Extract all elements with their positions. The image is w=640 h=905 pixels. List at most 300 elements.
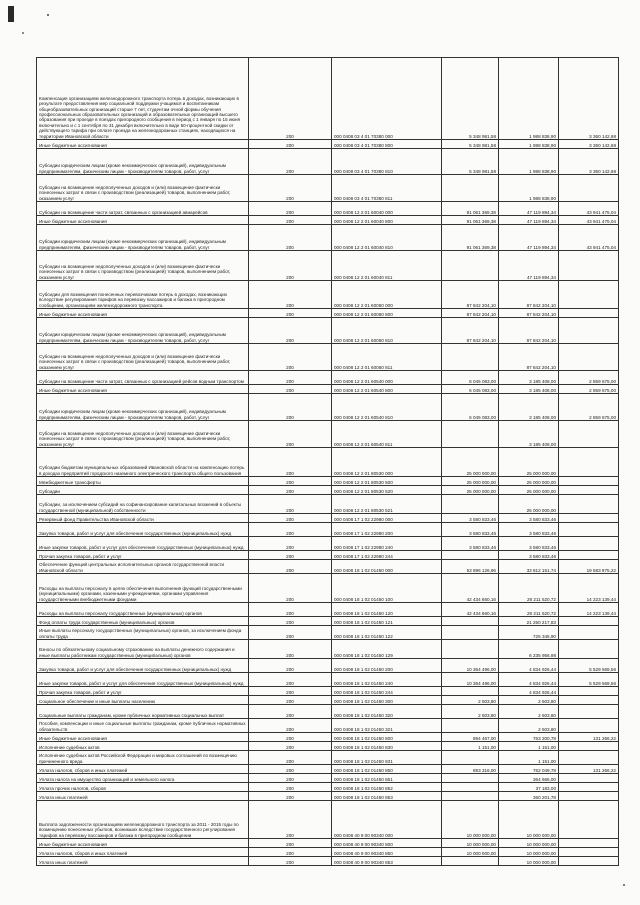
table-row (37, 733, 619, 742)
row-unexecuted-amount-cell: 131 266,22 (559, 765, 619, 774)
row-executed-amount-cell: 4 834 926,44 (499, 673, 559, 687)
table-row (37, 281, 619, 309)
table-row (37, 58, 619, 140)
row-executed-amount-cell: 25 000 000,00 (499, 477, 559, 486)
row-name-cell: Закупка товаров, работ и услуг для обеспечения государственных (муниципальных) нужд (37, 659, 249, 673)
row-classification-code-cell: 000 0408 12 2 01 60050 811 (332, 344, 442, 371)
row-unexecuted-amount-cell: 5 529 569,56 (559, 673, 619, 687)
table-row (37, 560, 619, 574)
row-executed-amount-cell: 3 185 408,00 (499, 371, 559, 385)
row-name-cell: Фонд оплаты труда государственных (муниципальных) органов (37, 617, 249, 626)
row-name-cell: Расходы на выплаты персоналу в целях обеспечения выполнения функций государственными (муниципальными) органами, казенными учреждениями, органами управления государственными внебюджетными фондами (37, 574, 249, 603)
row-admin-code-cell: 200 (249, 371, 332, 385)
row-classification-code-cell: 000 0408 18 1 02 01450 240 (332, 673, 442, 687)
row-approved-amount-cell: 3 580 833,46 (442, 514, 499, 523)
row-unexecuted-amount-cell (559, 774, 619, 783)
row-unexecuted-amount-cell (559, 523, 619, 537)
row-executed-amount-cell: 28 211 520,72 (499, 603, 559, 617)
row-executed-amount-cell: 33 812 151,74 (499, 560, 559, 574)
table-row (37, 140, 619, 149)
row-admin-code-cell: 200 (249, 495, 332, 514)
row-approved-amount-cell (442, 175, 499, 202)
row-approved-amount-cell: 25 000 000,00 (442, 486, 499, 495)
table-row (37, 626, 619, 640)
table-row (37, 705, 619, 719)
row-approved-amount-cell (442, 495, 499, 514)
row-unexecuted-amount-cell: 3 360 142,68 (559, 58, 619, 140)
table-row (37, 216, 619, 225)
table-row (37, 801, 619, 839)
row-unexecuted-amount-cell (559, 857, 619, 866)
row-executed-amount-cell: 25 000 000,00 (499, 486, 559, 495)
row-admin-code-cell: 200 (249, 385, 332, 394)
row-executed-amount-cell: 87 842 204,10 (499, 309, 559, 318)
table-row (37, 857, 619, 866)
row-executed-amount-cell: 2 503,80 (499, 719, 559, 733)
row-unexecuted-amount-cell (559, 514, 619, 523)
table-row (37, 394, 619, 421)
row-unexecuted-amount-cell (559, 792, 619, 801)
row-executed-amount-cell: 87 842 204,10 (499, 281, 559, 309)
row-name-cell: Уплата прочих налогов, сборов (37, 783, 249, 792)
row-approved-amount-cell (442, 792, 499, 801)
row-classification-code-cell: 000 0408 12 2 01 60540 810 (332, 394, 442, 421)
row-approved-amount-cell: 6 045 083,00 (442, 371, 499, 385)
row-name-cell: Иные закупки товаров, работ и услуг для обеспечения государственных (муниципальных) нужд (37, 537, 249, 551)
row-unexecuted-amount-cell (559, 687, 619, 696)
row-executed-amount-cell: 1 988 838,90 (499, 175, 559, 202)
row-approved-amount-cell: 10 364 496,00 (442, 673, 499, 687)
row-classification-code-cell: 000 0408 40 9 00 90340 853 (332, 857, 442, 866)
row-name-cell: Уплата налогов, сборов и иных платежей (37, 848, 249, 857)
row-classification-code-cell: 000 0408 18 1 02 01450 851 (332, 774, 442, 783)
table-row (37, 659, 619, 673)
row-unexecuted-amount-cell (559, 486, 619, 495)
row-executed-amount-cell: 3 580 833,46 (499, 523, 559, 537)
row-executed-amount-cell: 2 503,80 (499, 696, 559, 705)
row-admin-code-cell: 200 (249, 751, 332, 765)
row-classification-code-cell: 000 0408 18 1 02 01450 321 (332, 719, 442, 733)
row-executed-amount-cell: 37 183,00 (499, 783, 559, 792)
row-admin-code-cell: 200 (249, 344, 332, 371)
row-classification-code-cell: 000 0408 18 1 02 01450 120 (332, 603, 442, 617)
row-name-cell: Прочая закупка товаров, работ и услуг (37, 551, 249, 560)
row-approved-amount-cell: 2 503,80 (442, 696, 499, 705)
row-approved-amount-cell: 91 061 369,38 (442, 202, 499, 216)
row-executed-amount-cell: 4 834 926,44 (499, 687, 559, 696)
row-approved-amount-cell: 10 364 496,00 (442, 659, 499, 673)
row-name-cell: Иные бюджетные ассигнования (37, 140, 249, 149)
row-admin-code-cell: 200 (249, 792, 332, 801)
row-unexecuted-amount-cell (559, 344, 619, 371)
table-row (37, 523, 619, 537)
row-approved-amount-cell (442, 857, 499, 866)
row-admin-code-cell: 200 (249, 523, 332, 537)
row-executed-amount-cell: 21 250 217,83 (499, 617, 559, 626)
row-unexecuted-amount-cell (559, 281, 619, 309)
row-approved-amount-cell: 87 842 204,10 (442, 309, 499, 318)
row-unexecuted-amount-cell: 14 223 139,44 (559, 603, 619, 617)
row-unexecuted-amount-cell (559, 751, 619, 765)
row-executed-amount-cell: 4 834 926,44 (499, 659, 559, 673)
row-approved-amount-cell: 53 896 126,96 (442, 560, 499, 574)
row-classification-code-cell: 000 0408 12 2 01 60050 000 (332, 281, 442, 309)
row-name-cell: Иные бюджетные ассигнования (37, 385, 249, 394)
row-approved-amount-cell: 6 045 083,00 (442, 385, 499, 394)
table-row (37, 251, 619, 281)
row-unexecuted-amount-cell (559, 318, 619, 344)
table-row (37, 603, 619, 617)
row-classification-code-cell: 000 0408 03 4 01 70380 811 (332, 175, 442, 202)
row-unexecuted-amount-cell (559, 705, 619, 719)
row-admin-code-cell: 200 (249, 783, 332, 792)
row-admin-code-cell: 200 (249, 560, 332, 574)
table-row (37, 537, 619, 551)
row-classification-code-cell: 000 0408 17 1 02 22980 000 (332, 514, 442, 523)
row-classification-code-cell: 000 0408 18 1 02 01450 300 (332, 696, 442, 705)
row-admin-code-cell: 200 (249, 640, 332, 659)
row-unexecuted-amount-cell (559, 848, 619, 857)
table-body (37, 58, 619, 866)
row-unexecuted-amount-cell: 43 941 475,04 (559, 202, 619, 216)
scan-speck (47, 14, 49, 16)
row-unexecuted-amount-cell: 14 223 139,44 (559, 574, 619, 603)
table-row (37, 687, 619, 696)
row-executed-amount-cell: 10 000 000,00 (499, 857, 559, 866)
row-executed-amount-cell: 87 842 204,10 (499, 344, 559, 371)
row-classification-code-cell: 000 0408 17 1 02 22980 244 (332, 551, 442, 560)
budget-execution-table (36, 57, 619, 866)
row-admin-code-cell: 200 (249, 551, 332, 560)
row-name-cell: Закупка товаров, работ и услуг для обеспечения государственных (муниципальных) нужд (37, 523, 249, 537)
row-unexecuted-amount-cell: 43 941 475,04 (559, 225, 619, 251)
table-row (37, 719, 619, 733)
row-name-cell: Иные бюджетные ассигнования (37, 733, 249, 742)
table-row (37, 742, 619, 751)
row-executed-amount-cell: 1 151,00 (499, 751, 559, 765)
row-approved-amount-cell (442, 344, 499, 371)
row-name-cell: Уплата иных платежей (37, 792, 249, 801)
table-row (37, 477, 619, 486)
row-admin-code-cell: 200 (249, 281, 332, 309)
row-name-cell: Иные выплаты персоналу государственных (муниципальных) органов, за исключением фонда оплаты труда (37, 626, 249, 640)
table-row (37, 344, 619, 371)
row-executed-amount-cell: 763 200,78 (499, 733, 559, 742)
row-admin-code-cell: 200 (249, 848, 332, 857)
row-executed-amount-cell: 47 119 894,34 (499, 251, 559, 281)
row-approved-amount-cell (442, 719, 499, 733)
row-approved-amount-cell (442, 626, 499, 640)
table-row (37, 617, 619, 626)
row-admin-code-cell: 200 (249, 309, 332, 318)
row-executed-amount-cell: 3 580 833,46 (499, 537, 559, 551)
row-classification-code-cell: 000 0408 12 2 01 60040 810 (332, 225, 442, 251)
row-executed-amount-cell: 1 988 838,90 (499, 140, 559, 149)
row-unexecuted-amount-cell (559, 696, 619, 705)
row-admin-code-cell: 200 (249, 765, 332, 774)
row-classification-code-cell: 000 0408 40 9 00 90340 850 (332, 848, 442, 857)
row-admin-code-cell: 200 (249, 574, 332, 603)
row-classification-code-cell: 000 0408 12 2 01 80530 000 (332, 448, 442, 477)
row-approved-amount-cell: 91 061 369,38 (442, 225, 499, 251)
table-row (37, 448, 619, 477)
row-classification-code-cell: 000 0408 12 2 01 60050 810 (332, 318, 442, 344)
row-executed-amount-cell: 360 201,78 (499, 792, 559, 801)
table-row (37, 783, 619, 792)
row-name-cell: Субсидии на возмещение недополученных доходов и (или) возмещение фактически понесенных затрат в связи с производством (реализацией) товаров, выполнением работ, оказанием услуг (37, 421, 249, 448)
row-admin-code-cell: 200 (249, 801, 332, 839)
row-approved-amount-cell (442, 783, 499, 792)
row-admin-code-cell: 200 (249, 514, 332, 523)
row-executed-amount-cell: 10 000 000,00 (499, 848, 559, 857)
row-approved-amount-cell: 1 151,00 (442, 742, 499, 751)
table-row (37, 792, 619, 801)
row-name-cell: Субсидии на возмещение части затрат, связанных с организацией рейсов водным транспортом (37, 371, 249, 385)
table-row (37, 848, 619, 857)
row-unexecuted-amount-cell (559, 309, 619, 318)
row-approved-amount-cell (442, 687, 499, 696)
row-admin-code-cell: 200 (249, 225, 332, 251)
row-name-cell: Исполнение судебных актов (37, 742, 249, 751)
row-admin-code-cell: 200 (249, 149, 332, 175)
row-classification-code-cell: 000 0408 12 2 01 60040 000 (332, 202, 442, 216)
row-executed-amount-cell: 725 345,90 (499, 626, 559, 640)
row-classification-code-cell: 000 0408 18 1 02 01450 129 (332, 640, 442, 659)
row-unexecuted-amount-cell: 3 360 142,68 (559, 140, 619, 149)
row-unexecuted-amount-cell: 2 859 675,00 (559, 385, 619, 394)
row-name-cell: Расходы на выплаты персоналу государственных (муниципальных) органов (37, 603, 249, 617)
row-classification-code-cell: 000 0408 17 1 02 22980 240 (332, 537, 442, 551)
row-admin-code-cell: 200 (249, 673, 332, 687)
row-classification-code-cell: 000 0408 40 9 00 90340 000 (332, 801, 442, 839)
row-unexecuted-amount-cell: 131 266,22 (559, 733, 619, 742)
row-approved-amount-cell (442, 251, 499, 281)
row-classification-code-cell: 000 0408 18 1 02 01450 800 (332, 733, 442, 742)
row-admin-code-cell: 200 (249, 486, 332, 495)
row-executed-amount-cell: 3 185 408,00 (499, 421, 559, 448)
table-row (37, 839, 619, 848)
row-approved-amount-cell: 10 000 000,00 (442, 801, 499, 839)
table-row (37, 574, 619, 603)
row-classification-code-cell: 000 0408 18 1 02 01450 852 (332, 783, 442, 792)
row-classification-code-cell: 000 0408 03 4 01 70380 800 (332, 140, 442, 149)
row-executed-amount-cell: 3 185 408,00 (499, 394, 559, 421)
row-approved-amount-cell: 42 434 660,16 (442, 574, 499, 603)
row-classification-code-cell: 000 0408 18 1 02 01450 100 (332, 574, 442, 603)
row-executed-amount-cell: 10 000 000,00 (499, 801, 559, 839)
row-approved-amount-cell: 894 467,00 (442, 733, 499, 742)
row-name-cell: Взносы по обязательному социальному страхованию на выплаты денежного содержания и иные выплаты работникам государственных (муниципальных) органов (37, 640, 249, 659)
row-approved-amount-cell: 6 045 083,00 (442, 394, 499, 421)
row-name-cell: Иные бюджетные ассигнования (37, 216, 249, 225)
row-classification-code-cell: 000 0408 12 2 01 60540 000 (332, 371, 442, 385)
row-executed-amount-cell: 25 000 000,00 (499, 448, 559, 477)
row-executed-amount-cell: 1 151,00 (499, 742, 559, 751)
row-admin-code-cell: 200 (249, 216, 332, 225)
row-approved-amount-cell (442, 640, 499, 659)
row-approved-amount-cell: 25 000 000,00 (442, 448, 499, 477)
row-admin-code-cell: 200 (249, 318, 332, 344)
table-row (37, 486, 619, 495)
row-unexecuted-amount-cell (559, 617, 619, 626)
row-admin-code-cell: 200 (249, 394, 332, 421)
row-admin-code-cell: 200 (249, 626, 332, 640)
row-admin-code-cell: 200 (249, 58, 332, 140)
row-admin-code-cell: 200 (249, 705, 332, 719)
row-approved-amount-cell: 3 580 833,46 (442, 537, 499, 551)
row-classification-code-cell: 000 0408 18 1 02 01450 200 (332, 659, 442, 673)
row-executed-amount-cell: 28 211 520,72 (499, 574, 559, 603)
row-unexecuted-amount-cell (559, 640, 619, 659)
row-classification-code-cell: 000 0408 40 9 00 90340 800 (332, 839, 442, 848)
row-approved-amount-cell: 10 000 000,00 (442, 839, 499, 848)
row-admin-code-cell: 200 (249, 421, 332, 448)
row-name-cell: Межбюджетные трансферты (37, 477, 249, 486)
row-unexecuted-amount-cell (559, 537, 619, 551)
row-name-cell: Социальное обеспечение и иные выплаты населению (37, 696, 249, 705)
row-admin-code-cell: 200 (249, 733, 332, 742)
row-admin-code-cell: 200 (249, 742, 332, 751)
row-name-cell: Субсидии юридическим лицам (кроме некоммерческих организаций), индивидуальным предпринимателям, физическим лицам - производителям товаров, работ, услуг (37, 149, 249, 175)
row-unexecuted-amount-cell (559, 251, 619, 281)
row-admin-code-cell: 200 (249, 617, 332, 626)
row-classification-code-cell: 000 0408 12 2 01 60540 800 (332, 385, 442, 394)
row-classification-code-cell: 000 0408 12 2 01 80530 521 (332, 495, 442, 514)
row-unexecuted-amount-cell: 19 583 975,22 (559, 560, 619, 574)
table-row (37, 225, 619, 251)
row-unexecuted-amount-cell: 2 859 675,00 (559, 371, 619, 385)
row-classification-code-cell: 000 0408 03 4 01 70380 000 (332, 58, 442, 140)
row-executed-amount-cell: 3 185 408,00 (499, 385, 559, 394)
row-name-cell: Резервный фонд Правительства Ивановской области (37, 514, 249, 523)
row-admin-code-cell: 200 (249, 175, 332, 202)
row-unexecuted-amount-cell (559, 448, 619, 477)
row-admin-code-cell: 200 (249, 603, 332, 617)
row-unexecuted-amount-cell (559, 783, 619, 792)
row-executed-amount-cell: 2 503,80 (499, 705, 559, 719)
row-approved-amount-cell: 5 348 981,58 (442, 149, 499, 175)
row-classification-code-cell: 000 0408 18 1 02 01450 320 (332, 705, 442, 719)
row-approved-amount-cell: 87 842 204,10 (442, 281, 499, 309)
row-unexecuted-amount-cell (559, 175, 619, 202)
row-admin-code-cell: 200 (249, 687, 332, 696)
row-name-cell: Субсидии на возмещение недополученных доходов и (или) возмещение фактически понесенных затрат в связи с производством (реализацией) товаров, выполнением работ, оказанием услуг (37, 344, 249, 371)
table-row (37, 371, 619, 385)
row-classification-code-cell: 000 0408 18 1 02 01450 121 (332, 617, 442, 626)
row-name-cell: Субсидии юридическим лицам (кроме некоммерческих организаций), индивидуальным предпринимателям, физическим лицам - производителям товаров, работ, услуг (37, 318, 249, 344)
row-admin-code-cell: 200 (249, 839, 332, 848)
table-row (37, 640, 619, 659)
row-approved-amount-cell (442, 551, 499, 560)
row-name-cell: Субсидии на возмещение недополученных доходов и (или) возмещение фактически понесенных затрат в связи с производством (реализацией) товаров, выполнением работ, оказанием услуг (37, 251, 249, 281)
row-executed-amount-cell: 6 235 956,98 (499, 640, 559, 659)
row-executed-amount-cell: 3 580 833,46 (499, 514, 559, 523)
row-unexecuted-amount-cell (559, 742, 619, 751)
row-classification-code-cell: 000 0408 12 2 01 60540 811 (332, 421, 442, 448)
row-name-cell: Субсидии, за исключением субсидий на софинансирование капитальных вложений в объекты государственной (муниципальной) собственности (37, 495, 249, 514)
row-admin-code-cell: 200 (249, 140, 332, 149)
row-classification-code-cell: 000 0408 18 1 02 01450 244 (332, 687, 442, 696)
row-approved-amount-cell (442, 774, 499, 783)
row-classification-code-cell: 000 0408 12 2 01 80530 500 (332, 477, 442, 486)
row-name-cell: Выплата задолженности организациям железнодорожного транспорта за 2011 - 2015 годы по возмещению понесенных убытков, возникших вследствие государственного регулирования тарифов на перевозку пассажиров и багажа в пригородном сообщении (37, 801, 249, 839)
table-row (37, 385, 619, 394)
row-executed-amount-cell: 1 988 838,90 (499, 58, 559, 140)
row-name-cell: Уплата налога на имущество организаций и земельного налога (37, 774, 249, 783)
row-classification-code-cell: 000 0408 18 1 02 01450 830 (332, 742, 442, 751)
row-executed-amount-cell: 3 580 833,46 (499, 551, 559, 560)
row-executed-amount-cell: 10 000 000,00 (499, 839, 559, 848)
row-classification-code-cell: 000 0408 03 4 01 70380 810 (332, 149, 442, 175)
row-classification-code-cell: 000 0408 18 1 02 01450 000 (332, 560, 442, 574)
row-unexecuted-amount-cell (559, 626, 619, 640)
row-approved-amount-cell: 893 316,00 (442, 765, 499, 774)
row-approved-amount-cell: 10 000 000,00 (442, 848, 499, 857)
scan-corner-mark (8, 6, 14, 22)
table-row (37, 202, 619, 216)
row-admin-code-cell: 200 (249, 477, 332, 486)
row-executed-amount-cell: 87 842 204,10 (499, 318, 559, 344)
table-row (37, 765, 619, 774)
row-executed-amount-cell: 47 119 894,34 (499, 202, 559, 216)
row-approved-amount-cell: 5 348 981,58 (442, 58, 499, 140)
row-admin-code-cell: 200 (249, 659, 332, 673)
row-approved-amount-cell: 25 000 000,00 (442, 477, 499, 486)
row-unexecuted-amount-cell (559, 801, 619, 839)
row-classification-code-cell: 000 0408 18 1 02 01450 122 (332, 626, 442, 640)
row-name-cell: Иные бюджетные ассигнования (37, 309, 249, 318)
row-unexecuted-amount-cell (559, 495, 619, 514)
table-row (37, 318, 619, 344)
row-admin-code-cell: 200 (249, 857, 332, 866)
row-classification-code-cell: 000 0408 12 2 01 60050 800 (332, 309, 442, 318)
row-approved-amount-cell: 42 434 660,16 (442, 603, 499, 617)
row-unexecuted-amount-cell (559, 551, 619, 560)
table-row (37, 309, 619, 318)
row-admin-code-cell: 200 (249, 537, 332, 551)
row-admin-code-cell: 200 (249, 719, 332, 733)
row-admin-code-cell: 200 (249, 774, 332, 783)
row-classification-code-cell: 000 0408 17 1 02 22980 200 (332, 523, 442, 537)
row-admin-code-cell: 200 (249, 696, 332, 705)
row-approved-amount-cell (442, 617, 499, 626)
row-unexecuted-amount-cell: 2 859 675,00 (559, 394, 619, 421)
row-executed-amount-cell: 364 665,00 (499, 774, 559, 783)
row-name-cell: Субсидии бюджетам муниципальных образований Ивановской области на компенсацию потерь в доходах предприятий городского наземного электрического транспорта общего пользования (37, 448, 249, 477)
row-executed-amount-cell: 1 988 838,90 (499, 149, 559, 175)
row-name-cell: Субсидии на возмещение недополученных доходов и (или) возмещение фактически понесенных затрат в связи с производством (реализацией) товаров, выполнением работ, оказанием услуг (37, 175, 249, 202)
row-name-cell: Иные закупки товаров, работ и услуг для обеспечения государственных (муниципальных) нужд (37, 673, 249, 687)
row-unexecuted-amount-cell: 43 941 475,04 (559, 216, 619, 225)
row-approved-amount-cell: 2 503,80 (442, 705, 499, 719)
row-name-cell: Пособия, компенсации и иные социальные выплаты гражданам, кроме публичных нормативных обязательств (37, 719, 249, 733)
row-classification-code-cell: 000 0408 18 1 02 01450 831 (332, 751, 442, 765)
row-name-cell: Субсидии на возмещение части затрат, связанных с организацией авиарейсов (37, 202, 249, 216)
row-name-cell: Субсидии (37, 486, 249, 495)
row-name-cell: Обеспечение функций центральных исполнительных органов государственной власти Ивановской области (37, 560, 249, 574)
row-classification-code-cell: 000 0408 12 2 01 60040 811 (332, 251, 442, 281)
row-name-cell: Социальные выплаты гражданам, кроме публичных нормативных социальных выплат (37, 705, 249, 719)
row-classification-code-cell: 000 0408 12 2 01 80530 520 (332, 486, 442, 495)
row-name-cell: Компенсация организациям железнодорожного транспорта потерь в доходах, возникающих в результате предоставления мер социальной поддержки учащимся и воспитанникам общеобразовательных организаций старше 7 лет, студентам очной формы обучения профессиональных образовательных организаций и образовательных организаций высшего образования при проезде в поездах пригородного сообщения в период с 1 января по 15 июня включительно и с 1 сентября по 31 декабря включительно в виде 50-процентной скидки от действующего тарифа при оплате проезда на железнодорожных станциях, находящихся на территории Ивановской области (37, 58, 249, 140)
row-classification-code-cell: 000 0408 18 1 02 01450 850 (332, 765, 442, 774)
table-row (37, 514, 619, 523)
table-row (37, 774, 619, 783)
row-name-cell: Прочая закупка товаров, работ и услуг (37, 687, 249, 696)
row-admin-code-cell: 200 (249, 251, 332, 281)
row-classification-code-cell: 000 0408 12 2 01 60040 800 (332, 216, 442, 225)
row-approved-amount-cell (442, 751, 499, 765)
